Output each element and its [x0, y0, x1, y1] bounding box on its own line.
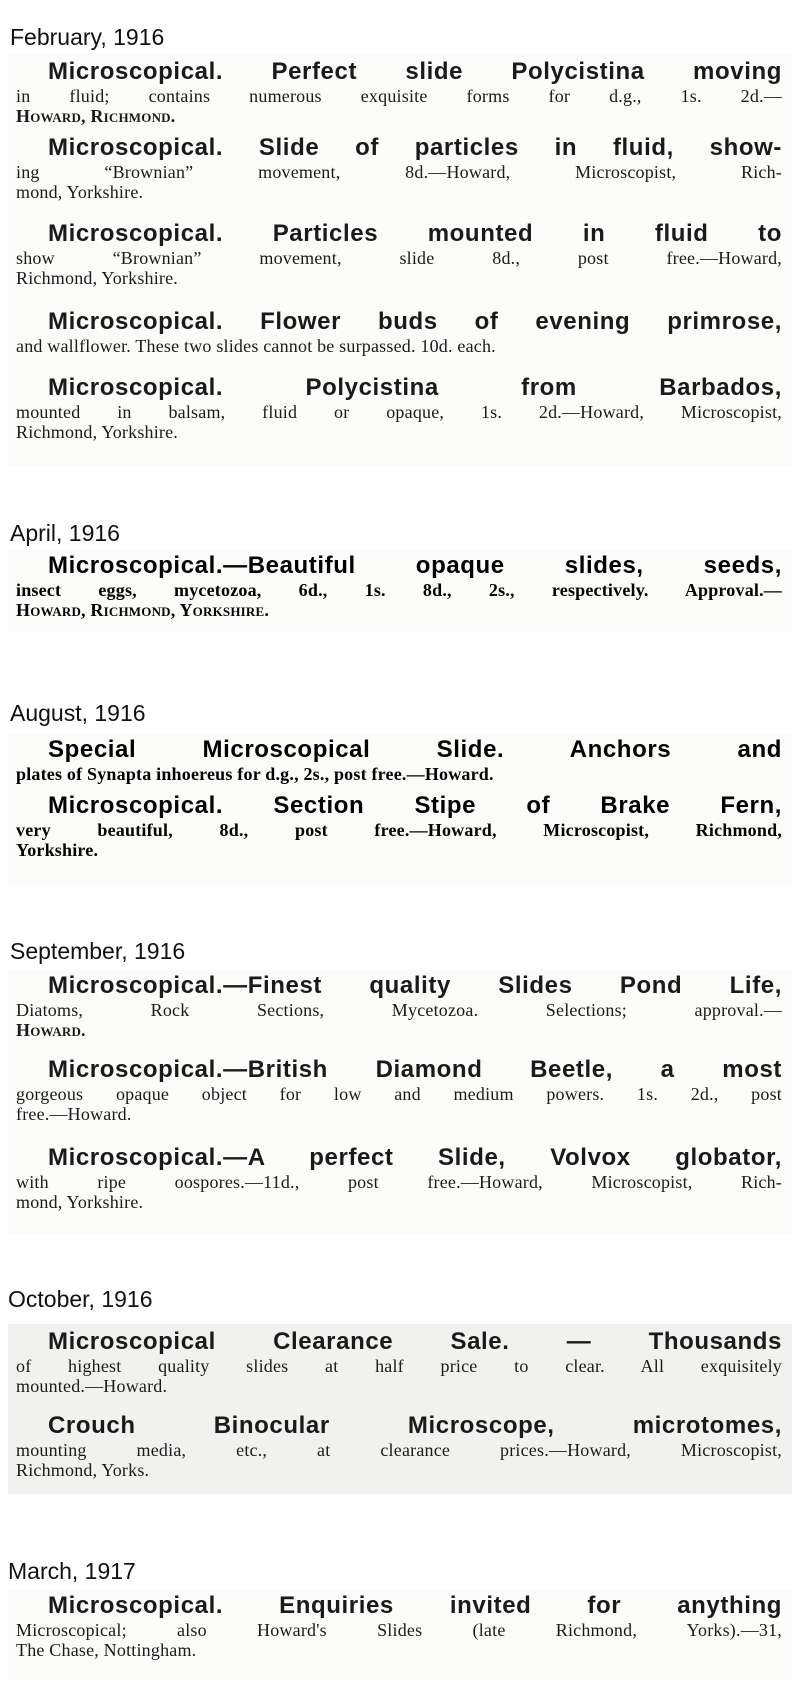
ad-line-1: —Finest quality Slides Pond Life,	[223, 972, 782, 999]
ad-line-1: Anchors and	[569, 736, 782, 763]
newspaper-clipping	[8, 1324, 792, 1494]
ad-line-1: Polycistina from Barbados,	[305, 374, 782, 401]
ad-heading: Microscopical.	[48, 374, 224, 401]
ad-line-1: —A perfect Slide, Volvox globator,	[223, 1144, 782, 1171]
section-august-1916	[0, 700, 800, 890]
ad-line-3: Richmond, Yorks.	[16, 1460, 150, 1480]
newspaper-clipping	[8, 550, 792, 632]
classified-ad	[16, 552, 782, 620]
ad-line-3: mond, Yorkshire.	[16, 1192, 144, 1212]
classified-ad	[16, 736, 782, 784]
ad-line-2: in fluid; contains numerous exquisite forms for d.g., 1s. 2d.—	[16, 86, 782, 106]
ad-heading: Crouch Binocular Microscope,	[48, 1412, 555, 1439]
classified-ad	[16, 1056, 782, 1124]
ad-heading: Microscopical.	[48, 1056, 224, 1083]
ad-heading: Microscopical.	[48, 552, 224, 579]
ad-line-1: microtomes,	[632, 1412, 782, 1439]
date-label: March, 1917	[8, 1558, 136, 1584]
date-label: April, 1916	[10, 520, 120, 546]
ad-line-1: Particles mounted in fluid to	[272, 220, 782, 247]
ad-line-2: Microscopical; also Howard's Slides (late Richmond, Yorks).—31,	[16, 1620, 782, 1640]
ad-line-2: show “Brownian” movement, slide 8d., post free.—Howard,	[16, 248, 782, 268]
date-label: February, 1916	[10, 24, 165, 50]
ad-line-1: — Thousands	[566, 1328, 782, 1355]
date-label: September, 1916	[10, 938, 186, 964]
classified-ad	[16, 308, 782, 356]
classified-ad	[16, 972, 782, 1040]
ad-line-3: Yorkshire.	[16, 840, 99, 860]
section-october-1916	[0, 1286, 800, 1506]
classified-ad	[16, 792, 782, 860]
ad-line-1: Flower buds of evening primrose,	[260, 308, 782, 335]
ad-heading: Microscopical.	[48, 792, 224, 819]
classified-ad	[16, 1144, 782, 1212]
ad-line-2: Diatoms, Rock Sections, Mycetozoa. Selections; approval.—	[16, 1000, 782, 1020]
ad-line-3: mond, Yorkshire.	[16, 182, 144, 202]
newspaper-clipping	[8, 734, 792, 884]
newspaper-clipping	[8, 54, 792, 466]
ad-line-3: Richmond, Yorkshire.	[16, 268, 179, 288]
ad-line-2: and wallflower. These two slides cannot be surpassed. 10d. each.	[16, 336, 496, 356]
ad-line-3: free.—Howard.	[16, 1104, 132, 1124]
classified-ad	[16, 58, 782, 126]
ad-heading: Special Microscopical Slide.	[48, 736, 505, 763]
ad-line-2: of highest quality slides at half price to clear. All exquisitely	[16, 1356, 782, 1376]
ad-heading: Microscopical Clearance Sale.	[48, 1328, 510, 1355]
ad-heading: Microscopical.	[48, 134, 224, 161]
section-september-1916	[0, 938, 800, 1248]
ad-line-2: plates of Synapta inhoereus for d.g., 2s., post free.—Howard.	[16, 764, 494, 784]
ad-line-2: gorgeous opaque object for low and medium powers. 1s. 2d., post	[16, 1084, 782, 1104]
classified-ad	[16, 1412, 782, 1480]
ad-line-2: mounted in balsam, fluid or opaque, 1s. 2d.—Howard, Microscopist,	[16, 402, 782, 422]
ad-line-2: mounting media, etc., at clearance prices.—Howard, Microscopist,	[16, 1440, 782, 1460]
ad-line-2: insect eggs, mycetozoa, 6d., 1s. 8d., 2s., respectively. Approval.—	[16, 580, 782, 600]
newspaper-clipping	[8, 970, 792, 1234]
ad-line-3: mounted.—Howard.	[16, 1376, 168, 1396]
classified-ad	[16, 134, 782, 202]
ad-line-2: very beautiful, 8d., post free.—Howard, Microscopist, Richmond,	[16, 820, 782, 840]
ad-line-3: Howard, Richmond.	[16, 106, 176, 126]
ad-line-1: Section Stipe of Brake Fern,	[273, 792, 782, 819]
ad-line-1: Enquiries invited for anything	[279, 1592, 782, 1619]
ad-line-1: —British Diamond Beetle, a most	[223, 1056, 782, 1083]
ad-line-2: with ripe oospores.—11d., post free.—Howard, Microscopist, Rich-	[16, 1172, 782, 1192]
date-label: October, 1916	[8, 1286, 153, 1312]
section-february-1916	[0, 0, 800, 470]
classified-ad	[16, 220, 782, 288]
ad-heading: Microscopical.	[48, 58, 224, 85]
ad-line-2: ing “Brownian” movement, 8d.—Howard, Microscopist, Rich-	[16, 162, 782, 182]
newspaper-clipping	[8, 1590, 792, 1680]
ad-line-3: Richmond, Yorkshire.	[16, 422, 179, 442]
ad-heading: Microscopical.	[48, 1144, 224, 1171]
ad-line-1: —Beautiful opaque slides, seeds,	[223, 552, 782, 579]
ad-heading: Microscopical.	[48, 308, 224, 335]
classified-ad	[16, 1328, 782, 1396]
ad-line-1: Slide of particles in fluid, show-	[258, 134, 782, 161]
ad-heading: Microscopical.	[48, 972, 224, 999]
ad-line-3: Howard, Richmond, Yorkshire.	[16, 600, 270, 620]
ad-line-3: Howard.	[16, 1020, 86, 1040]
ad-line-1: Perfect slide Polycistina moving	[271, 58, 782, 85]
ad-line-3: The Chase, Nottingham.	[16, 1640, 197, 1660]
ad-heading: Microscopical.	[48, 220, 224, 247]
classified-ad	[16, 1592, 782, 1660]
date-label: August, 1916	[10, 700, 146, 726]
ad-heading: Microscopical.	[48, 1592, 224, 1619]
section-april-1916	[0, 520, 800, 640]
classified-ad	[16, 374, 782, 442]
section-march-1917	[0, 1558, 800, 1687]
